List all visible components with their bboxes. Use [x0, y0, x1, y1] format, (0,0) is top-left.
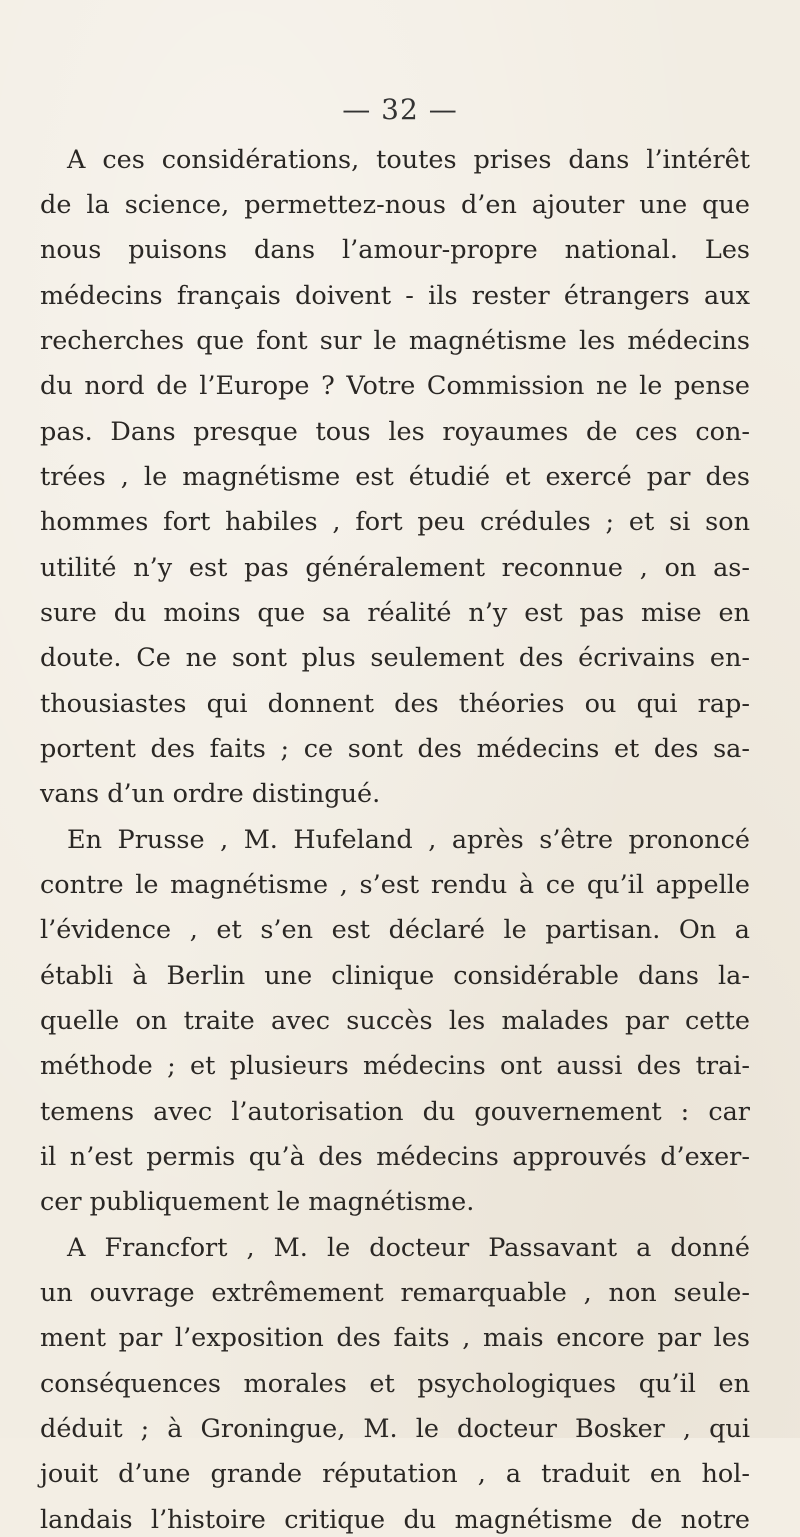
text-line: un ouvrage extrêmement remarquable , non seule-: [40, 1278, 750, 1308]
text-line: trées , le magnétisme est étudié et exercé par des: [40, 462, 750, 492]
text-line: déduit ; à Groningue, M. le docteur Bosker , qui: [40, 1414, 750, 1444]
text-line: temens avec l’autorisation du gouvernement : car: [40, 1097, 750, 1127]
text-line: thousiastes qui donnent des théories ou qui rap-: [40, 689, 750, 719]
text-line: jouit d’une grande réputation , a traduit en hol-: [40, 1459, 750, 1489]
text-line: de la science, permettez-nous d’en ajouter une que: [40, 190, 750, 220]
text-line: conséquences morales et psychologiques qu’il en: [40, 1369, 750, 1399]
text-line: établi à Berlin une clinique considérable dans la-: [40, 961, 750, 991]
text-line: il n’est permis qu’à des médecins approuvés d’exer-: [40, 1142, 750, 1172]
text-line: l’évidence , et s’en est déclaré le partisan. On a: [40, 915, 750, 945]
text-line: doute. Ce ne sont plus seulement des écrivains en-: [40, 643, 750, 673]
text-line: contre le magnétisme , s’est rendu à ce qu’il appelle: [40, 870, 750, 900]
text-line: méthode ; et plusieurs médecins ont aussi des trai-: [40, 1051, 750, 1081]
text-line: portent des faits ; ce sont des médecins et des sa-: [40, 734, 750, 764]
text-line: vans d’un ordre distingué.: [40, 779, 381, 809]
text-line: pas. Dans presque tous les royaumes de ces con-: [40, 417, 750, 447]
text-line: du nord de l’Europe ? Votre Commission ne le pense: [40, 371, 750, 401]
text-line: A ces considérations, toutes prises dans l’intérêt: [67, 145, 750, 175]
text-line: médecins français doivent - ils rester étrangers aux: [40, 281, 750, 311]
text-line: ment par l’exposition des faits , mais encore par les: [40, 1323, 750, 1353]
text-line: cer publiquement le magnétisme.: [40, 1187, 475, 1217]
text-line: quelle on traite avec succès les malades par cette: [40, 1006, 750, 1036]
page-number: — 32 —: [342, 93, 458, 126]
text-line: landais l’histoire critique du magnétisme de notre: [40, 1505, 750, 1535]
text-line: sure du moins que sa réalité n’y est pas mise en: [40, 598, 750, 628]
text-line: En Prusse , M. Hufeland , après s’être prononcé: [67, 825, 750, 855]
text-line: nous puisons dans l’amour-propre national. Les: [40, 235, 750, 265]
text-line: utilité n’y est pas généralement reconnue , on as-: [40, 553, 750, 583]
text-line: hommes fort habiles , fort peu crédules ; et si son: [40, 507, 750, 537]
text-line: recherches que font sur le magnétisme les médecins: [40, 326, 750, 356]
text-line: A Francfort , M. le docteur Passavant a donné: [67, 1233, 750, 1263]
